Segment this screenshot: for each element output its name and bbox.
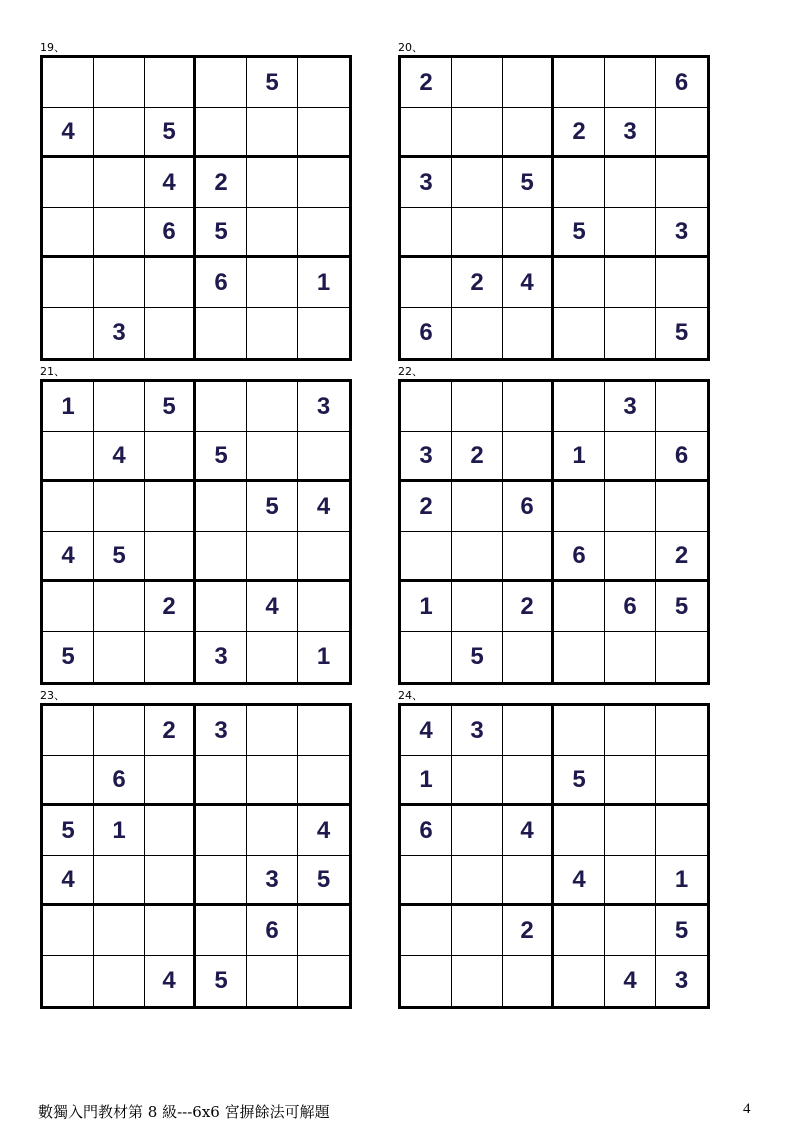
sudoku-cell (554, 308, 605, 358)
sudoku-cell (43, 432, 94, 482)
sudoku-cell: 5 (145, 382, 196, 432)
sudoku-cell (145, 308, 196, 358)
sudoku-grid (40, 703, 352, 1009)
sudoku-cell (247, 432, 298, 482)
sudoku-cell (145, 432, 196, 482)
sudoku-cell (401, 208, 452, 258)
sudoku-cell (94, 582, 145, 632)
sudoku-cell (554, 706, 605, 756)
sudoku-cell (43, 158, 94, 208)
sudoku-cell (605, 856, 656, 906)
sudoku-cell: 2 (452, 258, 503, 308)
sudoku-cell: 5 (196, 956, 247, 1006)
sudoku-cell: 4 (145, 158, 196, 208)
sudoku-cell (145, 532, 196, 582)
sudoku-cell (196, 58, 247, 108)
sudoku-grid (40, 55, 352, 361)
sudoku-cell: 4 (43, 532, 94, 582)
sudoku-cell: 2 (656, 532, 707, 582)
sudoku-cell (605, 58, 656, 108)
sudoku-cell: 2 (503, 906, 554, 956)
sudoku-cell: 3 (94, 308, 145, 358)
sudoku-cell: 1 (656, 856, 707, 906)
sudoku-cell (247, 308, 298, 358)
sudoku-cell (554, 906, 605, 956)
sudoku-cell (43, 756, 94, 806)
sudoku-cell (298, 208, 349, 258)
sudoku-cell (196, 382, 247, 432)
sudoku-cell (247, 706, 298, 756)
sudoku-cell (452, 58, 503, 108)
sudoku-cell (247, 258, 298, 308)
sudoku-cell (43, 308, 94, 358)
sudoku-grid (398, 379, 710, 685)
page-number: 4 (743, 1101, 751, 1117)
sudoku-cell (656, 756, 707, 806)
sudoku-cell (247, 532, 298, 582)
sudoku-cell (401, 632, 452, 682)
sudoku-cell (298, 706, 349, 756)
sudoku-cell: 5 (43, 632, 94, 682)
sudoku-cell: 1 (43, 382, 94, 432)
sudoku-cell: 3 (196, 632, 247, 682)
sudoku-cell: 4 (43, 108, 94, 158)
sudoku-cell (554, 806, 605, 856)
sudoku-cell: 5 (503, 158, 554, 208)
sudoku-cell: 2 (196, 158, 247, 208)
sudoku-cell (605, 482, 656, 532)
sudoku-cell (503, 856, 554, 906)
sudoku-cell (247, 956, 298, 1006)
puzzle-number-label: 24、 (398, 689, 423, 702)
sudoku-grid (398, 55, 710, 361)
sudoku-cell: 5 (554, 756, 605, 806)
sudoku-cell (605, 158, 656, 208)
sudoku-cell (605, 532, 656, 582)
sudoku-cell (452, 956, 503, 1006)
sudoku-cell (503, 308, 554, 358)
sudoku-cell (94, 632, 145, 682)
sudoku-cell (145, 482, 196, 532)
sudoku-cell: 4 (43, 856, 94, 906)
sudoku-cell (605, 906, 656, 956)
sudoku-cell (298, 582, 349, 632)
sudoku-cell (247, 632, 298, 682)
sudoku-cell (94, 856, 145, 906)
sudoku-cell (503, 706, 554, 756)
sudoku-cell: 2 (554, 108, 605, 158)
sudoku-cell: 4 (247, 582, 298, 632)
sudoku-cell: 6 (401, 806, 452, 856)
sudoku-cell: 1 (316, 643, 331, 670)
sudoku-cell (298, 308, 349, 358)
sudoku-cell (196, 856, 247, 906)
sudoku-cell (656, 108, 707, 158)
sudoku-cell: 3 (401, 432, 452, 482)
sudoku-cell: 2 (452, 432, 503, 482)
sudoku-cell (452, 906, 503, 956)
sudoku-cell: 2 (145, 582, 196, 632)
sudoku-cell (196, 108, 247, 158)
sudoku-cell: 5 (247, 58, 298, 108)
sudoku-cell: 5 (554, 208, 605, 258)
sudoku-cell (196, 532, 247, 582)
sudoku-cell: 3 (247, 856, 298, 906)
sudoku-cell: 6 (401, 308, 452, 358)
sudoku-cell (452, 108, 503, 158)
sudoku-cell: 4 (503, 258, 554, 308)
sudoku-cell (298, 158, 349, 208)
sudoku-cell (298, 532, 349, 582)
sudoku-cell (401, 108, 452, 158)
sudoku-cell (503, 382, 554, 432)
sudoku-cell: 1 (298, 258, 349, 308)
sudoku-cell (554, 58, 605, 108)
sudoku-cell: 3 (196, 706, 247, 756)
sudoku-cell (145, 632, 196, 682)
sudoku-cell (196, 806, 247, 856)
sudoku-cell (656, 158, 707, 208)
sudoku-cell (401, 856, 452, 906)
sudoku-cell (503, 432, 554, 482)
sudoku-cell (401, 258, 452, 308)
sudoku-cell (247, 756, 298, 806)
sudoku-cell (605, 258, 656, 308)
sudoku-cell (298, 108, 349, 158)
sudoku-cell (94, 208, 145, 258)
sudoku-cell: 4 (145, 956, 196, 1006)
sudoku-cell (503, 532, 554, 582)
sudoku-cell: 5 (43, 806, 94, 856)
sudoku-cell: 6 (656, 432, 707, 482)
sudoku-cell (452, 208, 503, 258)
sudoku-cell (554, 382, 605, 432)
puzzle-number-label: 21、 (40, 365, 65, 378)
sudoku-cell (298, 956, 349, 1006)
sudoku-cell (43, 58, 94, 108)
sudoku-cell (43, 956, 94, 1006)
sudoku-cell (43, 482, 94, 532)
sudoku-cell (145, 906, 196, 956)
sudoku-cell (605, 308, 656, 358)
sudoku-grid (398, 703, 710, 1009)
sudoku-cell (298, 906, 349, 956)
sudoku-cell: 4 (94, 432, 145, 482)
sudoku-cell (247, 806, 298, 856)
sudoku-cell (196, 906, 247, 956)
sudoku-cell (145, 756, 196, 806)
sudoku-cell: 3 (298, 382, 349, 432)
sudoku-cell: 6 (196, 258, 247, 308)
sudoku-cell (94, 58, 145, 108)
sudoku-cell (605, 756, 656, 806)
sudoku-cell (298, 756, 349, 806)
sudoku-cell (452, 806, 503, 856)
sudoku-cell (452, 482, 503, 532)
sudoku-cell: 2 (401, 482, 452, 532)
sudoku-cell (43, 906, 94, 956)
sudoku-cell: 2 (503, 582, 554, 632)
puzzle-number-label: 19、 (40, 41, 65, 54)
sudoku-cell (145, 258, 196, 308)
sudoku-cell: 4 (298, 482, 349, 532)
sudoku-cell (503, 208, 554, 258)
sudoku-cell (94, 706, 145, 756)
sudoku-cell (247, 382, 298, 432)
sudoku-cell (94, 158, 145, 208)
sudoku-cell (605, 706, 656, 756)
sudoku-cell: 2 (401, 58, 452, 108)
sudoku-cell (554, 632, 605, 682)
sudoku-cell: 2 (145, 706, 196, 756)
sudoku-cell (196, 756, 247, 806)
sudoku-cell (196, 582, 247, 632)
sudoku-cell (94, 956, 145, 1006)
sudoku-cell (43, 706, 94, 756)
sudoku-cell (452, 582, 503, 632)
sudoku-cell (452, 308, 503, 358)
sudoku-cell: 5 (674, 319, 689, 346)
footer-title: 數獨入門教材第 8 級---6x6 宮摒餘法可解題 (38, 1103, 330, 1121)
sudoku-cell: 5 (247, 482, 298, 532)
sudoku-cell: 4 (401, 706, 452, 756)
sudoku-cell (145, 856, 196, 906)
sudoku-cell (43, 258, 94, 308)
puzzle-number-label: 22、 (398, 365, 423, 378)
sudoku-cell (656, 482, 707, 532)
sudoku-cell: 5 (298, 856, 349, 906)
sudoku-cell (298, 58, 349, 108)
sudoku-cell (554, 956, 605, 1006)
sudoku-cell (452, 158, 503, 208)
sudoku-cell (94, 258, 145, 308)
sudoku-cell: 6 (554, 532, 605, 582)
sudoku-cell (605, 632, 656, 682)
sudoku-cell (452, 532, 503, 582)
puzzle-number-label: 20、 (398, 41, 423, 54)
sudoku-grid (40, 379, 352, 685)
sudoku-cell: 3 (656, 208, 707, 258)
sudoku-cell (554, 582, 605, 632)
sudoku-cell: 4 (605, 956, 656, 1006)
sudoku-cell (298, 432, 349, 482)
puzzle-number-label: 23、 (40, 689, 65, 702)
sudoku-cell (196, 308, 247, 358)
sudoku-cell (196, 482, 247, 532)
sudoku-cell: 1 (401, 582, 452, 632)
sudoku-cell: 3 (452, 706, 503, 756)
sudoku-cell (401, 532, 452, 582)
sudoku-cell (656, 806, 707, 856)
sudoku-cell (94, 108, 145, 158)
sudoku-cell: 3 (674, 967, 689, 994)
sudoku-cell (554, 482, 605, 532)
sudoku-cell: 6 (503, 482, 554, 532)
sudoku-cell (656, 382, 707, 432)
sudoku-cell (247, 158, 298, 208)
sudoku-cell: 3 (401, 158, 452, 208)
sudoku-cell (656, 632, 707, 682)
sudoku-cell: 5 (94, 532, 145, 582)
sudoku-cell (554, 158, 605, 208)
sudoku-cell: 5 (145, 108, 196, 158)
sudoku-cell (503, 108, 554, 158)
sudoku-cell: 3 (605, 382, 656, 432)
sudoku-cell (452, 382, 503, 432)
sudoku-cell (554, 258, 605, 308)
sudoku-cell: 6 (94, 756, 145, 806)
sudoku-cell (452, 756, 503, 806)
sudoku-cell (503, 58, 554, 108)
sudoku-cell (605, 806, 656, 856)
sudoku-cell: 5 (656, 906, 707, 956)
sudoku-cell (605, 208, 656, 258)
sudoku-cell (94, 482, 145, 532)
sudoku-cell (94, 906, 145, 956)
sudoku-cell (656, 258, 707, 308)
sudoku-cell (452, 856, 503, 906)
sudoku-cell: 5 (196, 432, 247, 482)
sudoku-cell (605, 432, 656, 482)
sudoku-cell: 6 (605, 582, 656, 632)
sudoku-cell (503, 956, 554, 1006)
sudoku-cell: 1 (94, 806, 145, 856)
sudoku-cell (43, 208, 94, 258)
sudoku-cell: 1 (401, 756, 452, 806)
sudoku-cell (247, 208, 298, 258)
sudoku-cell: 4 (503, 806, 554, 856)
sudoku-cell (43, 582, 94, 632)
sudoku-cell: 6 (247, 906, 298, 956)
sudoku-cell (401, 956, 452, 1006)
sudoku-cell: 6 (656, 58, 707, 108)
sudoku-cell (401, 382, 452, 432)
sudoku-cell: 5 (452, 632, 503, 682)
sudoku-cell: 4 (554, 856, 605, 906)
sudoku-cell: 5 (656, 582, 707, 632)
sudoku-cell: 6 (145, 208, 196, 258)
sudoku-cell: 5 (196, 208, 247, 258)
sudoku-cell (656, 706, 707, 756)
sudoku-cell (145, 806, 196, 856)
sudoku-cell (503, 632, 554, 682)
sudoku-cell: 1 (554, 432, 605, 482)
sudoku-cell (94, 382, 145, 432)
sudoku-cell: 4 (298, 806, 349, 856)
sudoku-cell (503, 756, 554, 806)
sudoku-cell: 3 (605, 108, 656, 158)
sudoku-cell (401, 906, 452, 956)
sudoku-cell (247, 108, 298, 158)
sudoku-cell (145, 58, 196, 108)
